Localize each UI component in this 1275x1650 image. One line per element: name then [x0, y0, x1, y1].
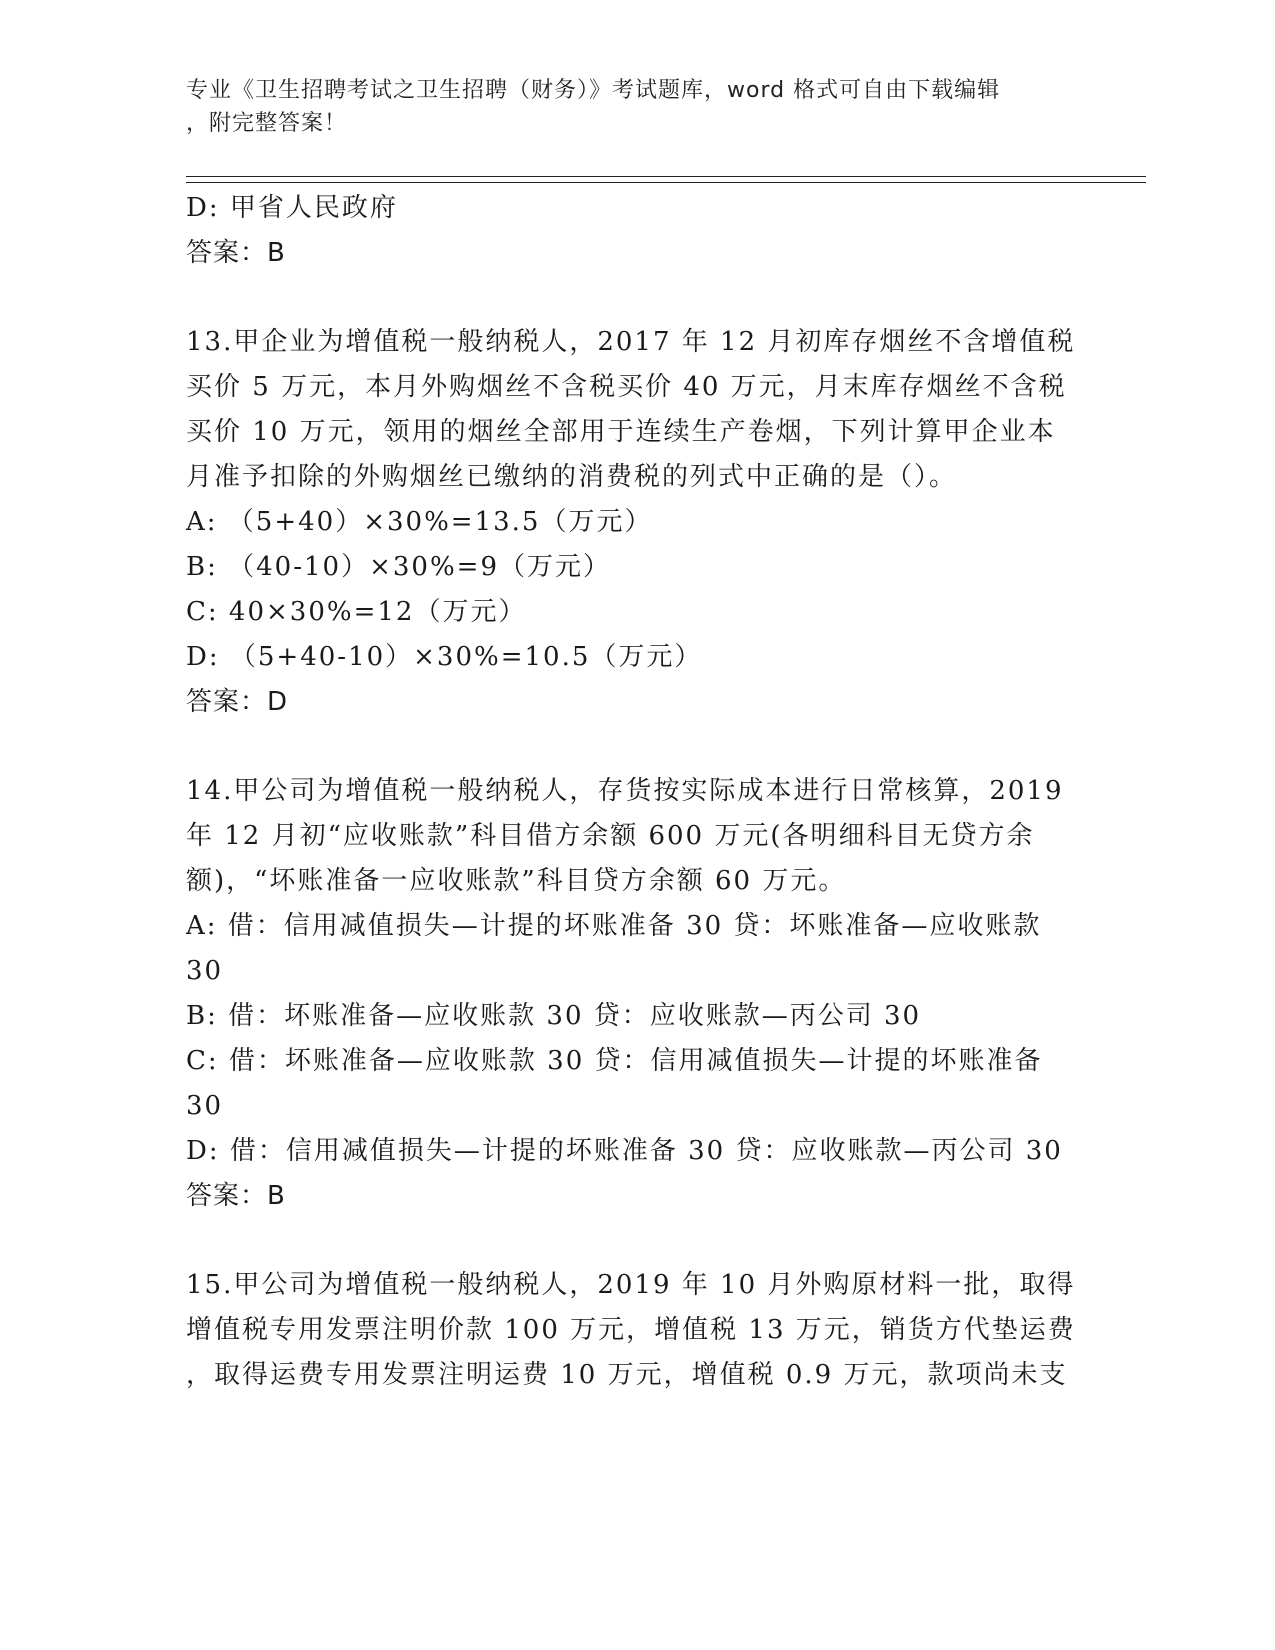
- header-line-2: ，附完整答案！: [186, 111, 348, 136]
- q14-stem-line: 14.甲公司为增值税一般纳税人，存货按实际成本进行日常核算，2019: [186, 776, 1064, 806]
- q14-stem-line: 年 12 月初“应收账款”科目借方余额 600 万元(各明细科目无贷方余: [186, 821, 1035, 851]
- q15-stem-line: ，取得运费专用发票注明运费 10 万元，增值税 0.9 万元，款项尚未支: [186, 1360, 1068, 1390]
- q14-option-c-line: 30: [186, 1091, 224, 1121]
- spacer: [186, 276, 1076, 320]
- header-rule-top: [186, 176, 1146, 177]
- q14-stem: [186, 769, 1076, 904]
- q14-stem-line: 额)，“坏账准备一应收账款”科目贷方余额 60 万元。: [186, 866, 847, 896]
- q13-option-d: D: （5+40-10）×30%=10.5（万元）: [186, 642, 703, 672]
- spacer: [186, 725, 1076, 769]
- q15-stem-line: 15.甲公司为增值税一般纳税人，2019 年 10 月外购原材料一批，取得: [186, 1270, 1076, 1300]
- q13-option-a: A: （5+40）×30%=13.5（万元）: [186, 507, 653, 537]
- q13-stem-line: 买价 10 万元，领用的烟丝全部用于连续生产卷烟，下列计算甲企业本: [186, 417, 1056, 447]
- q13-option-b: B: （40-10）×30%=9（万元）: [186, 552, 611, 582]
- q13-stem-line: 买价 5 万元，本月外购烟丝不含税买价 40 万元，月末库存烟丝不含税: [186, 372, 1067, 402]
- spacer: [186, 1219, 1076, 1263]
- header-line-1: 专业《卫生招聘考试之卫生招聘（财务）》考试题库，word 格式可自由下载编辑: [186, 78, 1001, 103]
- page-header: [186, 74, 1066, 140]
- q15-stem: [186, 1263, 1076, 1398]
- q15-stem-line: 增值税专用发票注明价款 100 万元，增值税 13 万元，销货方代垫运费: [186, 1315, 1076, 1345]
- q14-option-a-line: 30: [186, 956, 224, 986]
- q14-option-a-line: A: 借：信用减值损失—计提的坏账准备 30 贷：坏账准备—应收账款: [186, 911, 1042, 941]
- q14-option-c-line: C: 借：坏账准备—应收账款 30 贷：信用减值损失—计提的坏账准备: [186, 1046, 1043, 1076]
- q14-option-c: [186, 1039, 1076, 1129]
- q13-stem-line: 13.甲企业为增值税一般纳税人，2017 年 12 月初库存烟丝不含增值税: [186, 327, 1076, 357]
- q14-option-d: D: 借：信用减值损失—计提的坏账准备 30 贷：应收账款—丙公司 30: [186, 1136, 1063, 1166]
- q13-option-c: C: 40×30%=12（万元）: [186, 597, 527, 627]
- q14-answer: 答案：B: [186, 1181, 286, 1211]
- q13-answer: 答案：D: [186, 687, 289, 717]
- q13-stem: [186, 320, 1076, 500]
- header-rule-bottom: [186, 182, 1146, 183]
- q12-answer: 答案：B: [186, 238, 286, 268]
- question-content: [186, 186, 1076, 1398]
- q13-stem-line: 月准予扣除的外购烟丝已缴纳的消费税的列式中正确的是（）。: [186, 462, 958, 492]
- q14-option-a: [186, 904, 1076, 994]
- q14-option-b: B: 借：坏账准备—应收账款 30 贷：应收账款—丙公司 30: [186, 1001, 922, 1031]
- q12-option-d: D: 甲省人民政府: [186, 193, 398, 223]
